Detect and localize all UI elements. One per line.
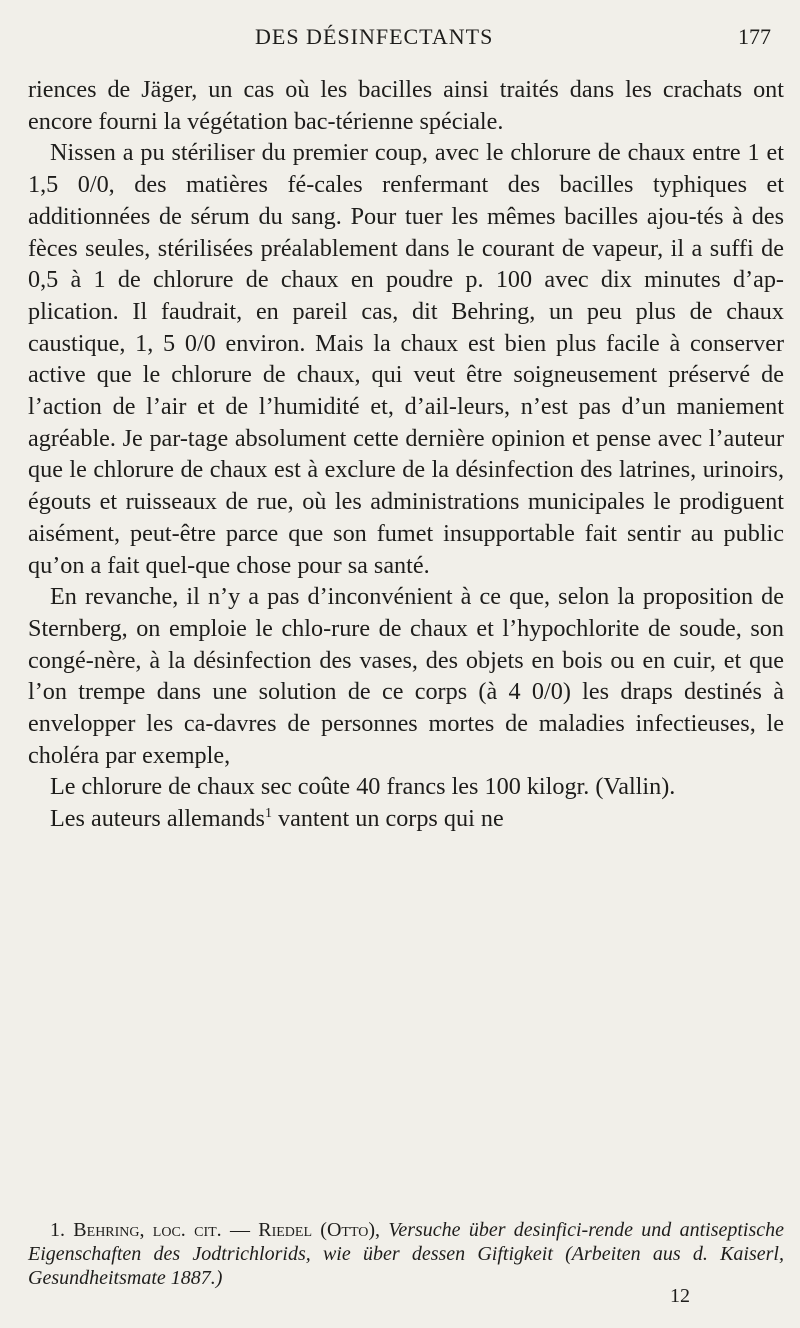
footnote-authors: Behring, loc. cit. — Riedel (Otto), xyxy=(73,1219,381,1241)
paragraph-5 xyxy=(28,803,784,835)
footnote-title: Versuche über desinfici-rende und antiseptische Eigenschaften des Jodtrichlorids, wie über dessen Giftigkeit (Arbeiten aus d. Kaiserl, Gesundheitsmate 1887.) xyxy=(28,1219,784,1289)
paragraph-1: riences de Jäger, un cas où les bacilles ainsi traités dans les crachats ont encore fourni la végétation bac-térienne spéciale. xyxy=(28,76,784,135)
paragraph-5-text: Les auteurs allemands xyxy=(50,805,265,833)
running-head-title: DES DÉSINFECTANTS xyxy=(255,24,494,49)
footnote-1 xyxy=(28,1218,784,1290)
paragraph-4: Le chlorure de chaux sec coûte 40 francs les 100 kilogr. (Vallin). xyxy=(50,773,676,801)
footnote-number: 1. xyxy=(50,1219,65,1241)
footnote-marker: 1 xyxy=(264,806,272,822)
paragraph-3: En revanche, il n’y a pas d’inconvénient à ce que, selon la proposition de Sternberg, on emploie le chlo-rure de chaux et l’hypochlorite de soude, son congé-nère, à la désinfection des vases, des objets en bois ou en cuir, et que l’on trempe dans une solution de ce corps (à 4 0/0) les draps destinés à envelopper les ca-davres de personnes mortes de maladies infectieuses, le choléra par exemple, xyxy=(28,583,784,769)
signature-mark: 12 xyxy=(670,1285,690,1307)
paragraph-2: Nissen a pu stériliser du premier coup, avec le chlorure de chaux entre 1 et 1,5 0/0, des matières fé-cales renfermant des bacilles typhiques et additionnées de sérum du sang. Pour tuer les mêmes bacilles ajou-tés à des fèces seules, stérilisées préalablement dans le courant de vapeur, il a suffi de 0,5 à 1 de chlorure de chaux en poudre p. 100 avec dix minutes d’ap-plication. Il faudrait, en pareil cas, dit Behring, un peu plus de chaux caustique, 1, 5 0/0 environ. Mais la chaux est bien plus facile à conserver active que le chlorure de chaux, qui veut être soigneusement préservé de l’action de l’air et de l’humidité et, d’ail-leurs, n’est pas d’un maniement agréable. Je par-tage absolument cette dernière opinion et pense avec l’auteur que le chlorure de chaux est à exclure de la désinfection des latrines, urinoirs, égouts et ruisseaux de rue, où les administrations municipales le prodiguent aisément, peut-être parce que son fumet insupportable fait sentir au public qu’on a fait quel-que chose pour sa santé. xyxy=(28,139,784,579)
footnotes xyxy=(28,1218,784,1290)
paragraph-5-tail: vantent un corps qui ne xyxy=(271,805,504,833)
body-text xyxy=(28,74,784,835)
page-number: 177 xyxy=(738,24,771,49)
running-head xyxy=(0,22,800,52)
